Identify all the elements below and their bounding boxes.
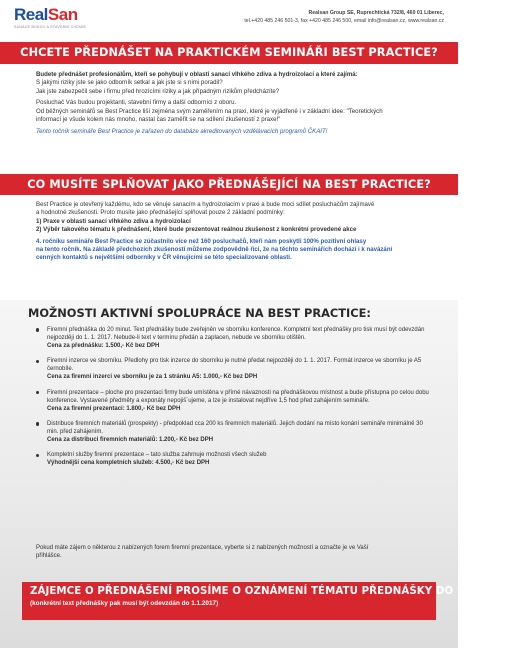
option-price: Cena za firemní inzerci ve sborníku je za 1 stránku A5: 1.000,- Kč bez DPH bbox=[47, 374, 258, 381]
selection-note-line1: Pokud máte zájem o některou z nabízených forem firemní prezentace, vyberte si z nabízených možností a označte je ve Vaší bbox=[36, 545, 369, 551]
bullet-icon bbox=[36, 328, 39, 331]
s1-audience: Posluchač Vás budou projektanti, stavební firmy a další odborníci z oboru. bbox=[36, 99, 237, 107]
company-address: Realsan Group SE, Ruprechtická 732/8, 460 01 Liberec, bbox=[308, 10, 444, 16]
s2-condition-1: 1) Praxe v oblasti sanací vlhkého zdiva a hydroizolací bbox=[36, 217, 191, 225]
option-text: Distribuce firemních materiálů (prospekty) - předpoklad cca 200 ks firemních materiálů. Jejich dodání na místo konání semináře minimálně 30 min. před zahájením. bbox=[47, 420, 423, 435]
company-phone-email: tel.+420 485 246 501-3, fax +420 485 246 500, email info@realsan.cz, www.realsan.cz bbox=[244, 18, 444, 24]
selection-note bbox=[36, 544, 428, 560]
s1-difference: Od běžných seminářů se Best Practice liší zejména svým zaměřením na praxi, které je vyjádřené i v základní idee: "Teoretických bbox=[36, 107, 383, 115]
list-item bbox=[36, 389, 430, 413]
s2-stats-3: cenných kontaktů s největšími odborníky v ČR věnujícími se této specializované oblasti. bbox=[36, 254, 292, 262]
list-item bbox=[36, 326, 430, 350]
selection-note-line2: přihlášce. bbox=[36, 553, 62, 559]
list-item bbox=[36, 420, 430, 444]
s2-intro-1: Best Practice je otevřený každému, kdo se věnuje sanacím a hydroizolacím v praxi a bude moci sdílet posluchačům zajímavé bbox=[36, 201, 375, 208]
s1-question-2: Jak jste zabezpečil sebe i firmu před hrozícími riziky a jak případným rizikům předcházíte? bbox=[36, 87, 280, 95]
option-price: Výhodnější cena kompletních služeb: 4.500,- Kč bez DPH bbox=[47, 460, 210, 467]
option-price: Cena za přednášku: 1.500,- Kč bez DPH bbox=[47, 343, 160, 350]
section2-body bbox=[36, 201, 428, 266]
section3-title: MOŽNOSTI AKTIVNÍ SPOLUPRÁCE NA BEST PRACTICE: bbox=[28, 306, 371, 320]
deadline-callout bbox=[22, 582, 524, 620]
list-item bbox=[36, 357, 430, 381]
option-price: Cena za distribuci firemních materiálů: 1.200,- Kč bez DPH bbox=[47, 437, 214, 444]
section1-body bbox=[36, 71, 428, 140]
section2-banner: CO MUSÍTE SPLŇOVAT JAKO PŘEDNÁŠEJÍCÍ NA BEST PRACTICE? bbox=[0, 174, 458, 195]
realsan-logo[interactable] bbox=[14, 6, 94, 30]
s2-stats-2: na tento ročník. Na základě předchozích zkušeností můžeme zodpovědně říci, že na těchto seminářích dochází i k navázání bbox=[36, 245, 393, 253]
deadline-headline: ZÁJEMCE O PŘEDNÁŠENÍ PROSÍME O OZNÁMENÍ TÉMATU PŘEDNÁŠKY DO 7. 11.2016! bbox=[30, 586, 524, 597]
option-text: Firemní přednáška do 20 minut. Text přednášky bude zveřejněn ve sborníku konference. Kompletní text přednášky pro tisk musí být odevzdán nejpozději do 1. 1. 2017. Nebude-li text v termínu předán a zaplacen, nebude ve sborníku otištěn. bbox=[47, 327, 425, 342]
list-item bbox=[36, 451, 430, 467]
logo-tagline: SANACE BUDOV A STAVEBNÍ CHEMIE bbox=[14, 25, 87, 29]
s1-quote: informací je všude kolem nás mnoho, nastal čas zaměřit se na sdílení zkušeností z praxe!" bbox=[36, 115, 281, 123]
bullet-icon bbox=[36, 391, 39, 394]
company-contact bbox=[124, 9, 444, 25]
s2-intro-2: a hodnotné zkušenosti. Proto musíte jako přednášející splňovat pouze 2 základní podmínky: bbox=[36, 209, 285, 217]
option-text: Firemní prezentace – ploche pro prezentaci firmy bude umístěna v přímé návaznosti na přednáškovou místnost a bude přístupna po celou dobu konference. Vystavené předměty a exponáty nepojiš´ujeme, a lze je instalovat nejdříve 1,5 hod před zahájením semináře. bbox=[47, 389, 429, 404]
s1-question-1: S jakými riziky jste se jako odborník setkal a jak jste si s nimi poradil? bbox=[36, 79, 223, 87]
option-text: Firemní inzerce ve sborníku. Předlohy pro tisk inzerce do sborníku je nutné předat nejpozději do 1. 1. 2017. Formát inzerce ve sborníku je A5 černobíle. bbox=[47, 358, 422, 373]
option-text: Kompletní služby firemní prezentace – tato služba zahrnuje možnosti všech služeb bbox=[47, 452, 267, 459]
bullet-icon bbox=[36, 422, 39, 425]
bullet-icon bbox=[36, 360, 39, 363]
option-price: Cena za firemní prezentaci: 1.800,- Kč bez DPH bbox=[47, 405, 181, 412]
section1-banner: CHCETE PŘEDNÁŠET NA PRAKTICKÉM SEMINÁŘI BEST PRACTICE? bbox=[0, 42, 458, 64]
s1-intro-line: Budete přednášet profesionálům, kteří se pohybují v oblasti sanací vlhkého zdiva a hydroizolací a které zajímá: bbox=[36, 71, 358, 78]
deadline-subtext: (konkrétní text přednášky pak musí být odevzdán do 1.1.2017) bbox=[30, 600, 219, 607]
bullet-icon bbox=[36, 454, 39, 457]
logo-wordmark: RealSan bbox=[14, 5, 78, 24]
s2-stats-1: 4. ročníku semináře Best Practice se zúčastnilo více než 160 posluchačů, kteří nám poskytli 100% pozitivní ohlasy bbox=[36, 237, 367, 245]
header bbox=[0, 0, 458, 40]
s2-condition-2: 2) Výběr takového tématu k přednášení, které bude prezentovat reálnou zkušenost z konkrétní provedené akce bbox=[36, 225, 357, 233]
cooperation-options-list bbox=[36, 326, 430, 474]
s1-accreditation-note: Tento ročník semináře Best Practice je zařazen do databáze akreditovaných vzdělávacích programů ČKAIT! bbox=[36, 127, 328, 135]
